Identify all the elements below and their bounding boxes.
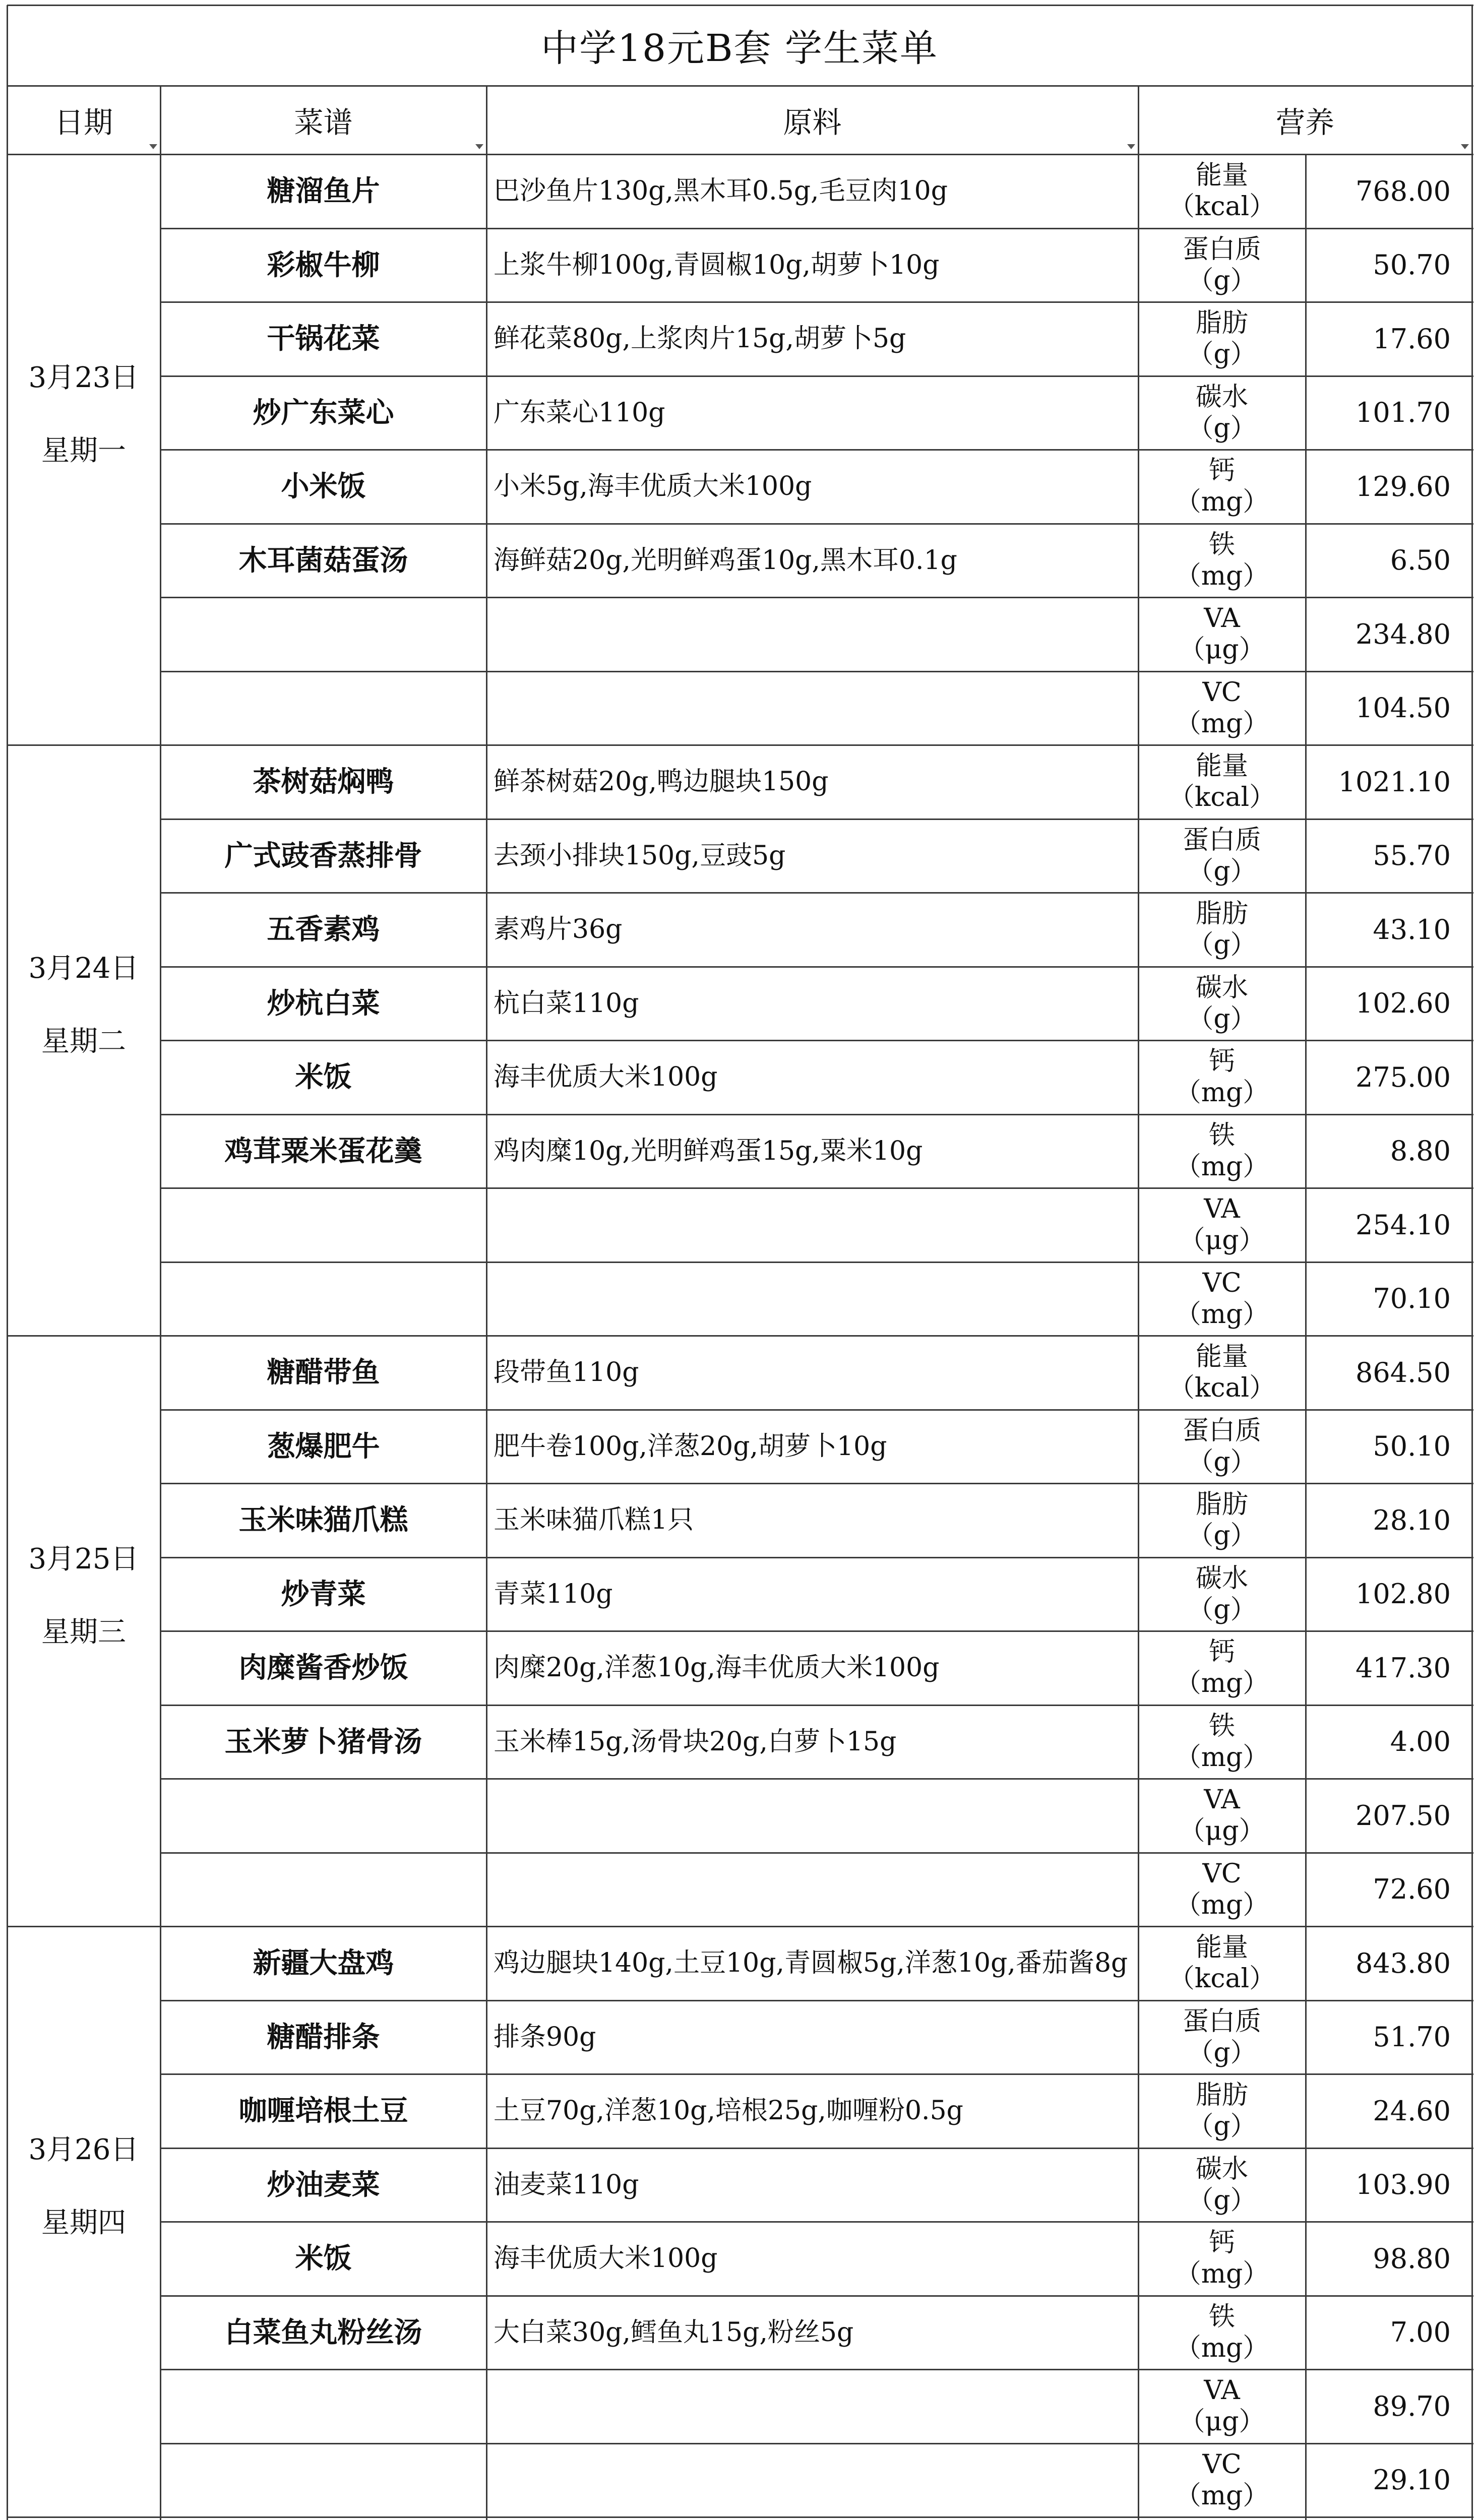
dish-ingredients: 海丰优质大米100g	[494, 1062, 718, 1093]
filter-dropdown-icon[interactable]	[149, 144, 157, 149]
nutrition-label: 钙 （mg）	[1175, 1046, 1269, 1108]
dish-ingredients: 段带鱼110g	[494, 1357, 639, 1388]
filter-dropdown-icon[interactable]	[1461, 144, 1469, 149]
dish-ingredients: 鲜茶树菇20g,鸭边腿块150g	[494, 767, 829, 797]
dish-ingredients: 小米5g,海丰优质大米100g	[494, 471, 812, 502]
nutrition-label: 蛋白质 （g）	[1182, 234, 1261, 296]
nutrition-value: 50.10	[1373, 1430, 1451, 1463]
nutrition-value: 7.00	[1390, 2316, 1451, 2349]
nutrition-label: 钙 （mg）	[1175, 2228, 1269, 2290]
nutrition-value: 72.60	[1373, 1873, 1451, 1906]
dish-name: 白菜鱼丸粉丝汤	[224, 2315, 422, 2349]
nutrition-value: 98.80	[1373, 2242, 1451, 2275]
day-weekday: 星期一	[41, 434, 126, 467]
dish-name: 咖喱培根土豆	[238, 2094, 408, 2128]
nutrition-value: 51.70	[1373, 2021, 1451, 2053]
dish-ingredients	[486, 1853, 1138, 1927]
dish-name: 五香素鸡	[267, 913, 380, 947]
nutrition-label: 能量 （kcal）	[1168, 160, 1276, 222]
dish-ingredients	[486, 1262, 1138, 1336]
day-date: 3月25日	[28, 1542, 139, 1576]
dish-ingredients: 鲜花菜80g,上浆肉片15g,胡萝卜5g	[494, 324, 906, 354]
dish-name: 葱爆肥牛	[267, 1429, 380, 1463]
dish-name	[160, 671, 486, 745]
nutrition-value: 102.60	[1356, 987, 1451, 1020]
dish-name: 玉米萝卜猪骨汤	[224, 1725, 422, 1758]
nutrition-label: VA （μg）	[1179, 2375, 1265, 2437]
nutrition-label: 碳水 （g）	[1187, 1563, 1257, 1625]
nutrition-label: 蛋白质 （g）	[1182, 825, 1261, 887]
day-date: 3月26日	[28, 2133, 139, 2166]
dish-ingredients	[486, 2369, 1138, 2443]
dish-ingredients: 广东菜心110g	[494, 397, 665, 428]
dish-ingredients: 海丰优质大米100g	[494, 2243, 718, 2274]
nutrition-value: 17.60	[1373, 323, 1451, 355]
nutrition-label: 蛋白质 （g）	[1182, 2006, 1261, 2068]
nutrition-label: 钙 （mg）	[1175, 1637, 1269, 1699]
nutrition-value: 102.80	[1356, 1578, 1451, 1610]
nutrition-label: 碳水 （g）	[1187, 382, 1257, 444]
filter-dropdown-icon[interactable]	[475, 144, 483, 149]
nutrition-value	[1306, 2517, 1472, 2520]
nutrition-value: 275.00	[1356, 1061, 1451, 1093]
dish-name: 米饭	[295, 2242, 352, 2276]
filter-dropdown-icon[interactable]	[1127, 144, 1135, 149]
dish-name	[160, 1779, 486, 1853]
dish-ingredients: 鸡边腿块140g,土豆10g,青圆椒5g,洋葱10g,番茄酱8g	[494, 1948, 1128, 1979]
nutrition-label: 能量 （kcal）	[1168, 1342, 1276, 1404]
dish-name: 彩椒牛柳	[267, 248, 380, 282]
day-date: 3月23日	[28, 361, 139, 394]
dish-name: 肉糜酱香炒饭	[238, 1651, 408, 1685]
dish-name: 炒广东菜心	[253, 396, 394, 429]
dish-name: 玉米味猫爪糕	[238, 1503, 408, 1537]
nutrition-value: 768.00	[1356, 175, 1451, 207]
nutrition-value: 43.10	[1373, 913, 1451, 946]
dish-ingredients	[486, 2517, 1138, 2520]
dish-name	[160, 1262, 486, 1336]
dish-ingredients: 鸡肉糜10g,光明鲜鸡蛋15g,粟米10g	[494, 1136, 923, 1166]
nutrition-label: 能量 （kcal）	[1168, 751, 1276, 813]
dish-name	[160, 1188, 486, 1262]
dish-ingredients: 上浆牛柳100g,青圆椒10g,胡萝卜10g	[494, 249, 940, 280]
nutrition-label: 脂肪 （g）	[1187, 1489, 1257, 1551]
dish-name	[160, 597, 486, 671]
nutrition-label: VA （μg）	[1179, 1194, 1265, 1256]
dish-name: 炒油麦菜	[267, 2168, 380, 2201]
dish-name: 炒杭白菜	[267, 986, 380, 1020]
nutrition-value: 254.10	[1356, 1209, 1451, 1241]
dish-ingredients: 土豆70g,洋葱10g,培根25g,咖喱粉0.5g	[494, 2096, 963, 2126]
grid-top	[7, 5, 1473, 6]
dish-name	[160, 1853, 486, 1927]
nutrition-label: 铁 （mg）	[1175, 529, 1269, 591]
nutrition-label: 脂肪 （g）	[1187, 308, 1257, 370]
day-weekday: 星期四	[41, 2206, 126, 2239]
nutrition-label: VC （mg）	[1175, 1858, 1269, 1920]
dish-name: 茶树菇焖鸭	[253, 765, 394, 799]
nutrition-label: 碳水 （g）	[1187, 2154, 1257, 2216]
dish-ingredients: 巴沙鱼片130g,黑木耳0.5g,毛豆肉10g	[494, 176, 948, 207]
dish-ingredients: 大白菜30g,鳕鱼丸15g,粉丝5g	[494, 2317, 854, 2348]
nutrition-label: 能量 （kcal）	[1168, 1932, 1276, 1994]
nutrition-label	[1138, 2517, 1306, 2520]
nutrition-value: 8.80	[1390, 1135, 1451, 1167]
dish-name: 炒青菜	[281, 1577, 366, 1611]
dish-ingredients	[486, 671, 1138, 745]
day-weekday: 星期二	[41, 1025, 126, 1058]
dish-name: 干锅花菜	[267, 322, 380, 356]
nutrition-label: 钙 （mg）	[1175, 456, 1269, 518]
nutrition-label: VA （μg）	[1179, 1785, 1265, 1847]
nutrition-value: 70.10	[1373, 1283, 1451, 1315]
dish-ingredients	[486, 1188, 1138, 1262]
nutrition-label: 铁 （mg）	[1175, 1120, 1269, 1182]
dish-name: 糖醋带鱼	[267, 1356, 380, 1390]
nutrition-label: 蛋白质 （g）	[1182, 1415, 1261, 1477]
dish-ingredients: 杭白菜110g	[494, 988, 639, 1019]
page-title: 中学18元B套 学生菜单	[540, 27, 939, 70]
nutrition-value: 129.60	[1356, 470, 1451, 502]
dish-name	[160, 2369, 486, 2443]
dish-ingredients: 青菜110g	[494, 1579, 613, 1609]
nutrition-value: 50.70	[1373, 249, 1451, 281]
nutrition-value: 864.50	[1356, 1356, 1451, 1389]
dish-ingredients: 排条90g	[494, 2022, 596, 2052]
dish-name: 米饭	[295, 1060, 352, 1094]
dish-ingredients: 油麦菜110g	[494, 2169, 639, 2200]
dish-ingredients: 素鸡片36g	[494, 914, 623, 945]
column-header-dish: 菜谱	[294, 105, 353, 140]
title-divider	[7, 85, 1473, 87]
nutrition-label: 铁 （mg）	[1175, 1711, 1269, 1773]
dish-ingredients	[486, 1779, 1138, 1853]
nutrition-value: 101.70	[1356, 397, 1451, 429]
dish-name: 广式豉香蒸排骨	[224, 839, 422, 872]
nutrition-value: 24.60	[1373, 2095, 1451, 2127]
nutrition-label: VC （mg）	[1175, 2449, 1269, 2511]
day-date: 3月24日	[28, 952, 139, 985]
nutrition-value: 29.10	[1373, 2464, 1451, 2496]
dish-ingredients	[486, 2443, 1138, 2517]
nutrition-label: 碳水 （g）	[1187, 972, 1257, 1034]
nutrition-label: VC （mg）	[1175, 677, 1269, 739]
dish-ingredients: 玉米棒15g,汤骨块20g,白萝卜15g	[494, 1726, 897, 1757]
dish-ingredients: 海鲜菇20g,光明鲜鸡蛋10g,黑木耳0.1g	[494, 545, 957, 576]
column-header-nutrition: 营养	[1275, 105, 1334, 140]
dish-name: 小米饭	[281, 470, 366, 503]
dish-name: 新疆大盘鸡	[253, 1946, 394, 1980]
dish-ingredients: 肉糜20g,洋葱10g,海丰优质大米100g	[494, 1653, 940, 1683]
nutrition-label: VA （μg）	[1179, 603, 1265, 665]
nutrition-label: 脂肪 （g）	[1187, 2080, 1257, 2142]
nutrition-value: 4.00	[1390, 1726, 1451, 1758]
nutrition-value: 234.80	[1356, 618, 1451, 650]
nutrition-label: 铁 （mg）	[1175, 2301, 1269, 2363]
dish-name: 糖醋排条	[267, 2020, 380, 2054]
nutrition-label: VC （mg）	[1175, 1268, 1269, 1330]
dish-ingredients	[486, 597, 1138, 671]
nutrition-value: 6.50	[1390, 544, 1451, 577]
dish-name	[160, 2443, 486, 2517]
nutrition-value: 843.80	[1356, 1947, 1451, 1979]
dish-name: 木耳菌菇蛋汤	[238, 543, 408, 577]
day-weekday: 星期三	[41, 1615, 126, 1649]
column-header-date: 日期	[54, 105, 113, 140]
dish-name	[160, 2517, 486, 2520]
nutrition-value: 104.50	[1356, 692, 1451, 724]
nutrition-value: 417.30	[1356, 1652, 1451, 1684]
nutrition-label: 脂肪 （g）	[1187, 899, 1257, 961]
nutrition-value: 1021.10	[1338, 766, 1451, 798]
dish-name: 鸡茸粟米蛋花羹	[224, 1134, 422, 1168]
dish-ingredients: 去颈小排块150g,豆豉5g	[494, 840, 786, 871]
dish-name: 糖溜鱼片	[267, 174, 380, 208]
nutrition-value: 55.70	[1373, 840, 1451, 872]
nutrition-value: 28.10	[1373, 1504, 1451, 1536]
column-header-ingredients: 原料	[783, 105, 842, 140]
nutrition-value: 89.70	[1373, 2390, 1451, 2422]
nutrition-value: 207.50	[1356, 1799, 1451, 1832]
nutrition-value: 103.90	[1356, 2169, 1451, 2201]
dish-ingredients: 肥牛卷100g,洋葱20g,胡萝卜10g	[494, 1431, 887, 1462]
dish-ingredients: 玉米味猫爪糕1只	[494, 1505, 694, 1536]
